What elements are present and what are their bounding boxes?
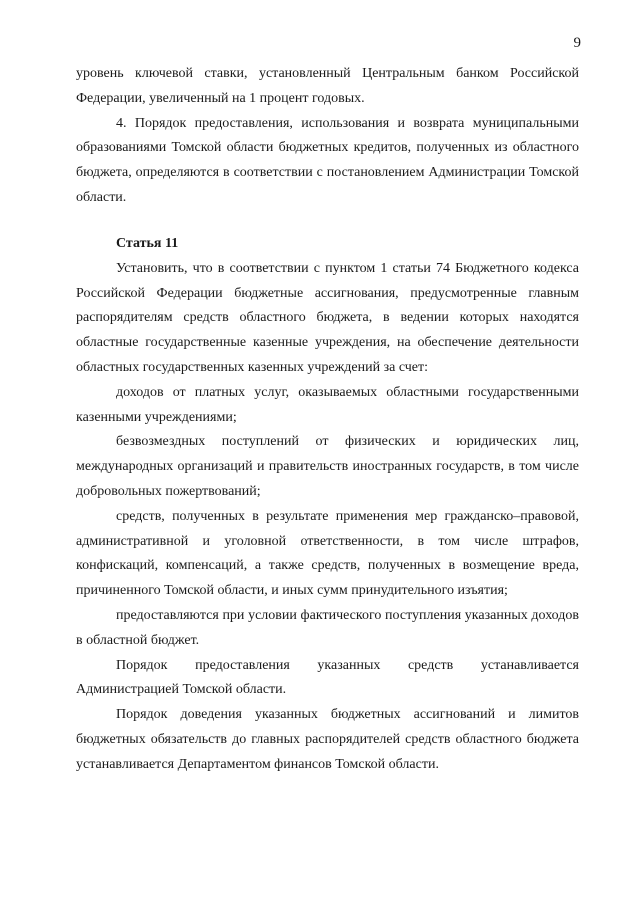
- page-number: 9: [573, 35, 581, 51]
- article-paragraph: Установить, что в соответствии с пунктом 1 статьи 74 Бюджетного кодекса Российской Федерации бюджетные ассигнования, предусмотренные главным распорядителям средств областного бюджета, в ведении которых находятся областные государственные казенные учреждения, на обеспечение деятельности областных государственных казенных учреждений за счет:: [76, 260, 579, 375]
- article-11-block: [76, 232, 579, 778]
- paragraph-item-4: 4. Порядок предоставления, использования и возврата муниципальными образованиями Томской области бюджетных кредитов, полученных из областного бюджета, определяются в соответствии с постановлением Администрации Томской области.: [76, 115, 579, 205]
- paragraph-continuation: уровень ключевой ставки, установленный Центральным банком Российской Федерации, увеличенный на 1 процент годовых.: [76, 66, 579, 106]
- article-paragraph: доходов от платных услуг, оказываемых областными государственными казенными учреждениями;: [76, 384, 579, 425]
- article-heading: Статья 11: [116, 236, 179, 251]
- article-paragraph: безвозмездных поступлений от физических и юридических лиц, международных организаций и правительств иностранных государств, в том числе добровольных пожертвований;: [76, 434, 579, 499]
- article-paragraph: предоставляются при условии фактического поступления указанных доходов в областной бюджет.: [76, 607, 579, 648]
- article-paragraph: средств, полученных в результате применения мер гражданско–правовой, административной и уголовной ответственности, в том числе штрафов, конфискаций, компенсаций, а также средств, полученных в возмещение вреда, причиненного Томской области, и иных сумм принудительного изъятия;: [76, 508, 579, 599]
- top-text-block: [76, 62, 579, 211]
- article-paragraph: Порядок предоставления указанных средств устанавливается Администрацией Томской области.: [76, 657, 579, 698]
- article-paragraph: Порядок доведения указанных бюджетных ассигнований и лимитов бюджетных обязательств до главных распорядителей средств областного бюджета устанавливается Департаментом финансов Томской области.: [76, 707, 579, 772]
